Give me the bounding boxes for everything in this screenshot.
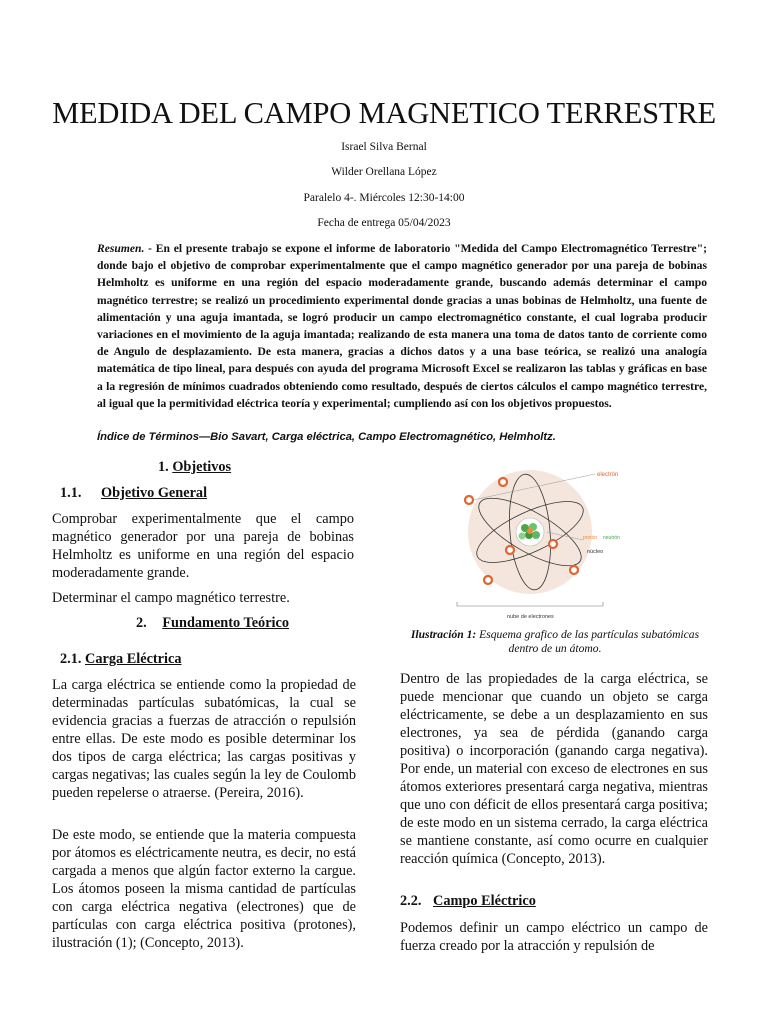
author-1: Israel Silva Bernal	[341, 141, 427, 153]
index-terms: Índice de Términos—Bio Savart, Carga eléctrica, Campo Electromagnético, Helmholtz.	[97, 431, 556, 443]
electron	[484, 576, 492, 584]
section-2-title: Fundamento Teórico	[162, 615, 290, 631]
abstract	[97, 240, 707, 412]
field-text: Podemos definir un campo eléctrico un campo de fuerza creado por la atracción y repulsión de	[400, 920, 708, 954]
proton	[527, 528, 533, 534]
section-1-title: Objetivos	[172, 459, 232, 475]
charge-paragraph-2	[52, 826, 356, 952]
electron	[499, 478, 507, 486]
electron	[506, 546, 514, 554]
objective-text-2: Determinar el campo magnético terrestre.	[52, 590, 290, 606]
abstract-text: En el presente trabajo se expone el informe de laboratorio "Medida del Campo Electromagnético Terrestre"; donde bajo el objetivo de comprobar experimentalmente que el campo magnético generador por una pareja de bobinas Helmholtz es uniforme en una región del espacio moderadamente grande, buscando además determinar el campo magnético terrestre; se realizó un procedimiento experimental donde gracias a unas bobinas de Helmholtz, una fuente de alimentación y una aguja imantada, se logró producir un campo electromagnético constante, el cual lograba producir variaciones en el movimiento de la aguja imantada; realizando de esta manera una toma de datos tanto de corriente como de Angulo de desplazamiento. De esta manera, gracias a dichos datos y a una base teórica, se realizó una analogía matemática de tipo lineal, para después con ayuda del programa Microsoft Excel se realizaron las tablas y gráficas en base a la regresión de mínimos cuadrados obteniendo como resultado, después de ciertos cálculos el campo magnético terrestre, al igual que la permitividad eléctrica teoría y experimental; cumpliendo así con los objetivos propuestos.	[97, 242, 707, 410]
section-2-2-title: Campo Eléctrico	[433, 893, 536, 909]
charge-paragraph-1	[52, 676, 356, 802]
charge-text-1: La carga eléctrica se entiende como la propiedad de determinadas partículas subatómicas, la cual se evidencia gracias a fuerzas de atracción o repulsión entre ellas. De este modo es posible determinar los dos tipos de carga eléctrica; las cargas positivas y cargas negativas; las cuales según la ley de Coulomb pueden repelerse o atraerse. (Pereira, 2016).	[52, 677, 356, 801]
label-neutron: neutrón	[603, 535, 620, 541]
label-nucleus: núcleo	[587, 549, 604, 555]
section-2-1-number: 2.1.	[60, 651, 82, 667]
section-2-heading	[136, 615, 289, 632]
label-proton: protón	[583, 535, 598, 541]
caption-label: Ilustración 1:	[410, 628, 477, 641]
objective-paragraph-1	[52, 510, 354, 582]
caption-text: Esquema grafico de las partículas subatómicas dentro de un átomo.	[476, 628, 700, 655]
electron	[549, 540, 557, 548]
figure-caption	[400, 628, 710, 656]
section-2-number: 2.	[136, 615, 147, 631]
author-2: Wilder Orellana López	[331, 166, 437, 178]
paper-title: MEDIDA DEL CAMPO MAGNETICO TERRESTRE	[52, 96, 716, 130]
section-1-number: 1.	[158, 459, 169, 475]
right-text-1: Dentro de las propiedades de la carga eléctrica, se puede mencionar que cuando un objeto se carga eléctricamente, se debe a un desplazamiento en sus electrones, ya sea de pérdida (ganando carga positiva) o incorporación (ganando carga negativa). Por ende, un material con exceso de electrones en sus átomos exteriores presentará carga negativa, mientras que uno con déficit de ellos presentará carga positiva; de este modo en un sistema cerrado, la carga eléctrica se mantiene constante, así como ocurre en cualquier reacción química (Concepto, 2013).	[400, 671, 708, 867]
abstract-lead: Resumen. -	[97, 242, 152, 255]
neutron	[519, 533, 526, 540]
field-paragraph	[400, 919, 708, 955]
electron	[570, 566, 578, 574]
delivery-date: Fecha de entrega 05/04/2023	[317, 217, 451, 229]
atom-illustration	[455, 460, 635, 625]
section-2-1-heading	[60, 651, 182, 668]
section-1-1-number: 1.1.	[60, 485, 82, 501]
neutron	[532, 531, 540, 539]
charge-text-2: De este modo, se entiende que la materia compuesta por átomos es eléctricamente neutra, es decir, no está cargada a menos que algún factor externo la cargue. Los átomos poseen la misma cantidad de partículas con carga eléctrica negativa (electrones) que de partículas con carga eléctrica positiva (protones), ilustración (1); (Concepto, 2013).	[52, 827, 356, 951]
section-1-heading	[158, 459, 231, 476]
right-paragraph-1	[400, 670, 708, 868]
section-2-2-heading	[400, 893, 536, 910]
label-cloud: nube de electrones	[507, 614, 554, 620]
label-electron: electrón	[597, 472, 619, 478]
section-1-1-title: Objetivo General	[101, 485, 208, 501]
objective-text-1: Comprobar experimentalmente que el campo magnético generador por una pareja de bobinas Helmholtz es uniforme en una región del espacio moderadamente grande.	[52, 511, 354, 581]
objective-paragraph-2	[52, 589, 354, 607]
atom-diagram	[455, 460, 635, 625]
section-1-1-heading	[60, 485, 207, 502]
schedule: Paralelo 4-. Miércoles 12:30-14:00	[303, 192, 465, 204]
electron	[465, 496, 473, 504]
section-2-1-title: Carga Eléctrica	[85, 651, 182, 667]
section-2-2-number: 2.2.	[400, 893, 422, 909]
